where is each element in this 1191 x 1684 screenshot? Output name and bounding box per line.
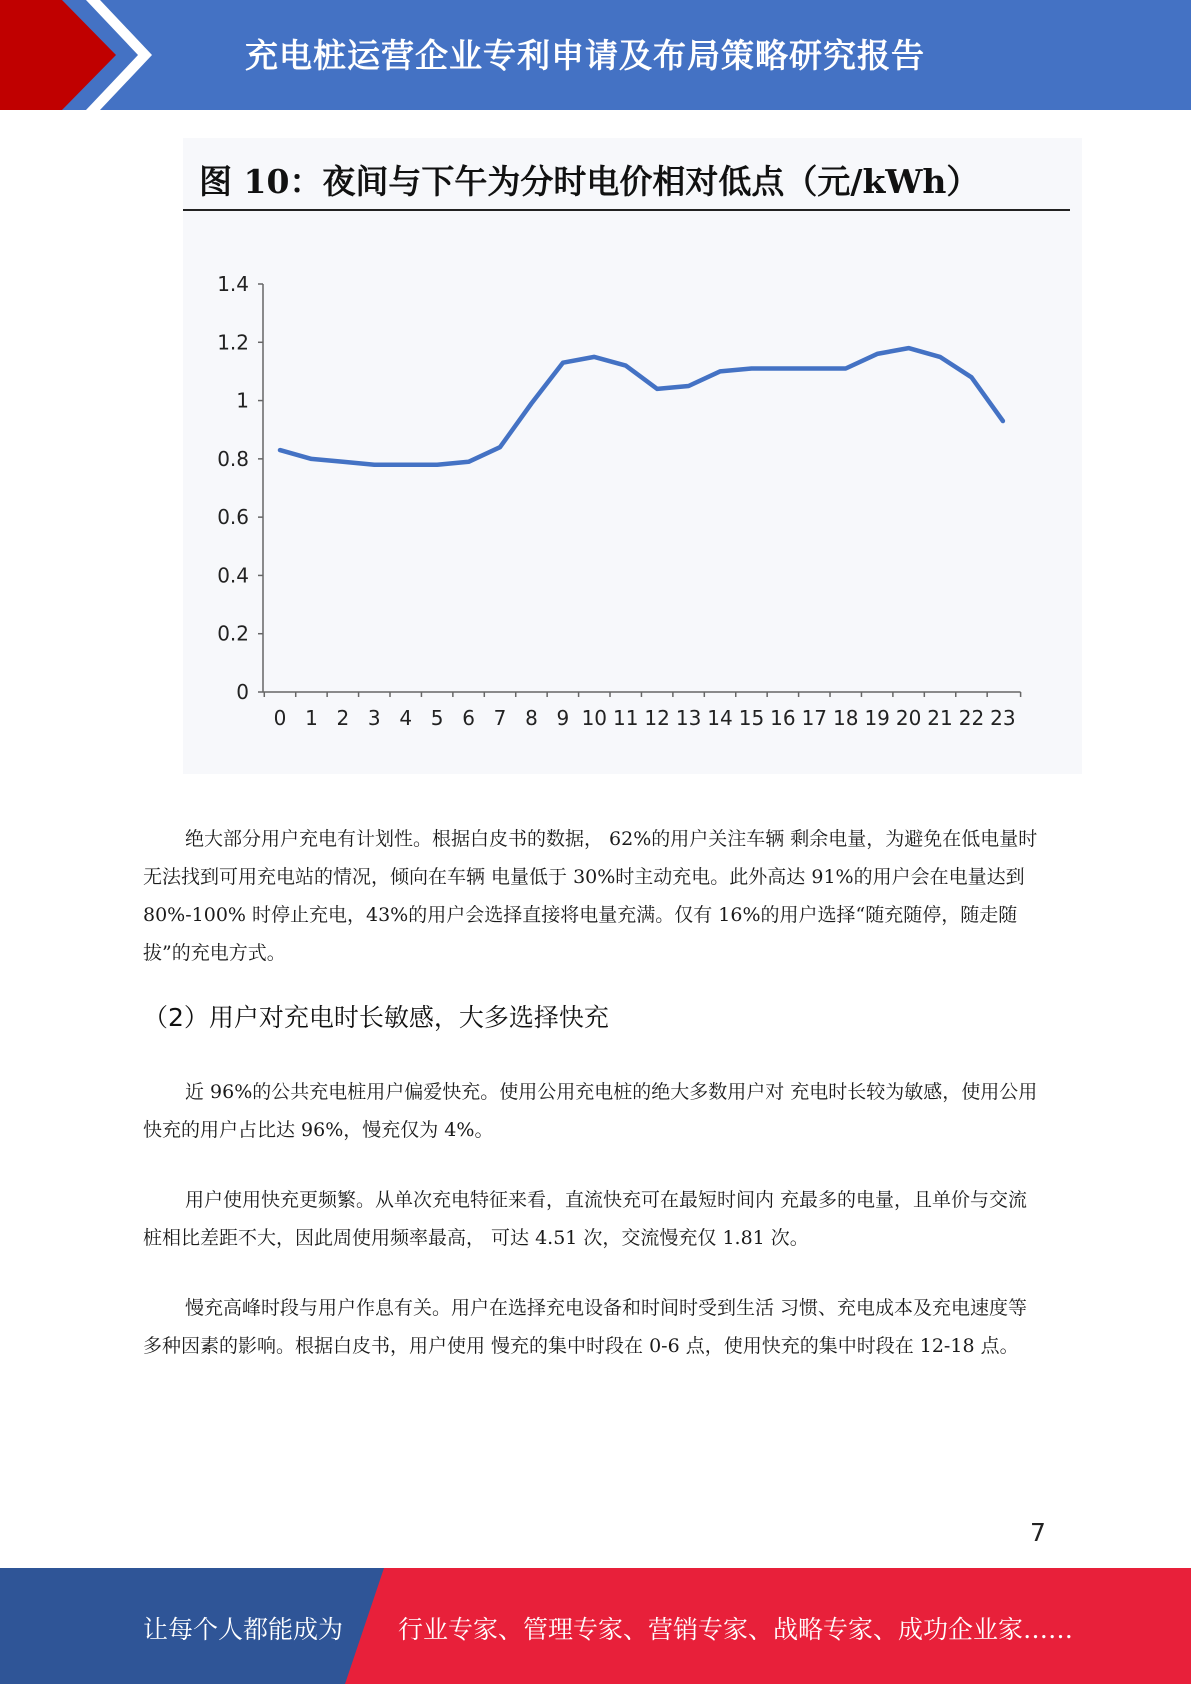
x-tick-label: 2: [336, 706, 350, 730]
price-series-line: [280, 348, 1003, 465]
x-tick-label: 12: [644, 706, 670, 730]
figure-title: 图 10：夜间与下午为分时电价相对低点（元/kWh）: [199, 162, 980, 201]
paragraph-slow-charging-peak: 慢充高峰时段与用户作息有关。用户在选择充电设备和时间时受到生活 习惯、充电成本及充电速度等多种因素的影响。根据白皮书，用户使用 慢充的集中时段在 0-6 点，使用快充的集中时段在 12-18 点。: [143, 1297, 1028, 1357]
x-tick-label: 10: [581, 706, 608, 730]
x-tick-label: 6: [462, 706, 475, 730]
paragraph-charging-planning: 绝大部分用户充电有计划性。根据白皮书的数据， 62%的用户关注车辆 剩余电量，为避免在低电量时无法找到可用充电站的情况，倾向在车辆 电量低于 30%时主动充电。此外高达 91%的用户会在电量达到 80%-100% 时停止充电，43%的用户会选择直接将电量充满。仅有 16%的用户选择“随充随停，随走随拔”的充电方式。: [143, 828, 1038, 964]
y-tick-label: 1: [236, 388, 249, 413]
x-tick-label: 7: [493, 706, 507, 730]
x-tick-label: 17: [801, 706, 828, 730]
paragraph-fast-charging-preference: 近 96%的公共充电桩用户偏爱快充。使用公用充电桩的绝大多数用户对 充电时长较为敏感，使用公用快充的用户占比达 96%，慢充仅为 4%。: [143, 1081, 1038, 1141]
x-tick-label: 9: [556, 706, 570, 730]
footer-slogan-left: 让每个人都能成为: [143, 1615, 344, 1644]
x-tick-label: 0: [273, 706, 287, 730]
footer-slogan-right: 行业专家、管理专家、营销专家、战略专家、成功企业家……: [398, 1615, 1074, 1644]
x-tick-label: 18: [833, 706, 859, 730]
y-tick-label: 0: [236, 680, 249, 704]
figure-panel: [183, 138, 1082, 774]
x-tick-label: 22: [958, 706, 985, 730]
y-tick-label: 0.4: [217, 563, 249, 588]
report-title: 充电桩运营企业专利申请及布局策略研究报告: [245, 36, 925, 75]
y-tick-label: 1.2: [217, 330, 249, 355]
x-tick-label: 23: [990, 706, 1016, 730]
x-tick-label: 11: [613, 706, 639, 730]
page-number: 7: [1030, 1518, 1046, 1547]
page-header: [0, 0, 1191, 110]
line-chart: [183, 138, 1082, 774]
x-tick-label: 5: [430, 706, 444, 730]
paragraph-fast-charging-frequency: 用户使用快充更频繁。从单次充电特征来看，直流快充可在最短时间内 充最多的电量，且单价与交流桩相比差距不大，因此周使用频率最高， 可达 4.51 次，交流慢充仅 1.81 次。: [143, 1189, 1028, 1249]
x-tick-label: 15: [738, 706, 765, 730]
x-tick-label: 3: [367, 706, 381, 730]
y-tick-label: 0.6: [217, 505, 249, 530]
header-arrow-decoration: [0, 0, 160, 110]
y-tick-label: 0.8: [217, 446, 249, 471]
x-tick-label: 1: [305, 706, 318, 730]
x-tick-label: 14: [707, 706, 733, 730]
x-tick-label: 21: [927, 706, 953, 730]
x-tick-label: 16: [770, 706, 796, 730]
x-tick-label: 8: [525, 706, 538, 730]
section-heading: （2）用户对充电时长敏感，大多选择快充: [143, 1003, 609, 1032]
x-tick-label: 19: [864, 706, 890, 730]
page-footer: [0, 1568, 1191, 1684]
y-tick-label: 1.4: [217, 272, 249, 296]
x-tick-label: 13: [675, 706, 702, 730]
x-tick-label: 4: [399, 706, 413, 730]
x-tick-label: 20: [895, 706, 922, 730]
y-tick-label: 0.2: [217, 621, 249, 646]
